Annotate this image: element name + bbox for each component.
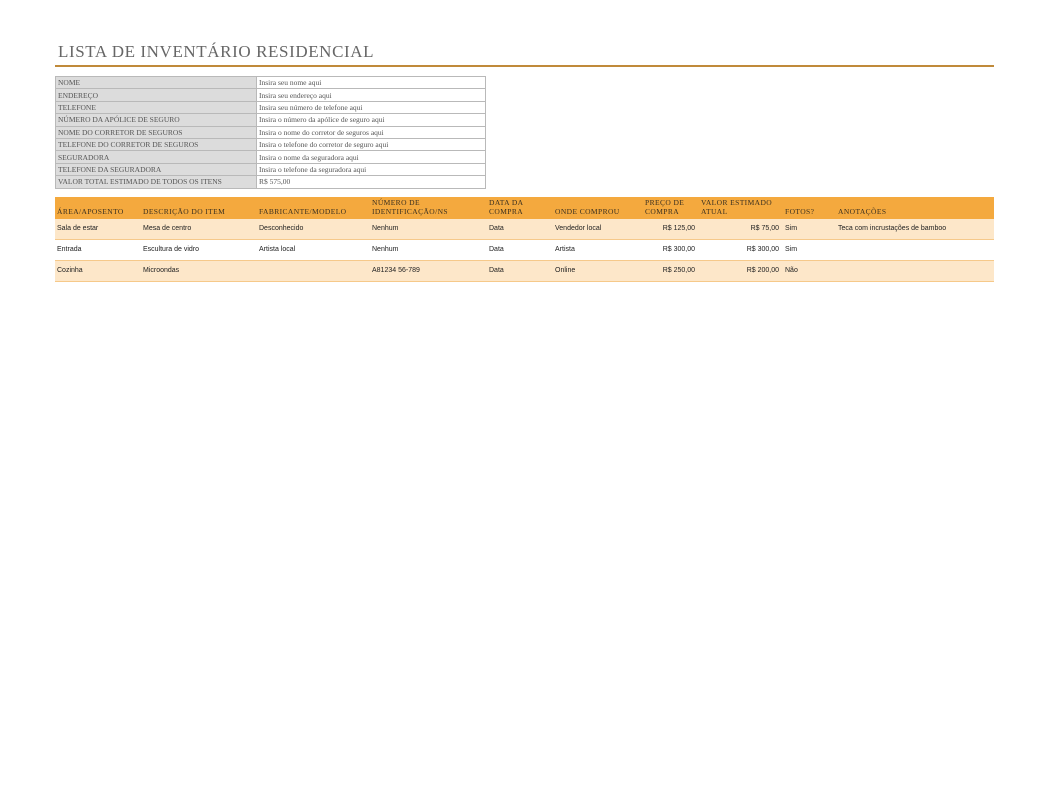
info-row	[56, 151, 486, 163]
column-header: ONDE COMPROU	[553, 197, 643, 219]
table-row	[55, 260, 994, 281]
table-cell[interactable]: Sim	[783, 219, 836, 240]
info-label: VALOR TOTAL ESTIMADO DE TODOS OS ITENS	[56, 176, 257, 188]
inventory-table	[55, 197, 994, 282]
info-label: SEGURADORA	[56, 151, 257, 163]
column-header: FABRICANTE/MODELO	[257, 197, 370, 219]
column-header: ANOTAÇÕES	[836, 197, 994, 219]
table-cell[interactable]	[836, 260, 994, 281]
info-row	[56, 77, 486, 89]
info-value-cell[interactable]: Insira seu número de telefone aqui	[257, 101, 486, 113]
info-row	[56, 138, 486, 150]
table-header-row	[55, 197, 994, 219]
info-row	[56, 126, 486, 138]
info-row	[56, 114, 486, 126]
title-divider	[55, 65, 994, 67]
info-value-cell[interactable]: R$ 575,00	[257, 176, 486, 188]
column-header: FOTOS?	[783, 197, 836, 219]
table-cell[interactable]: Entrada	[55, 239, 141, 260]
table-row	[55, 219, 994, 240]
owner-info-table	[55, 76, 486, 189]
table-cell[interactable]: Data	[487, 239, 553, 260]
table-cell[interactable]: R$ 300,00	[643, 239, 699, 260]
info-row	[56, 176, 486, 188]
info-label: NOME DO CORRETOR DE SEGUROS	[56, 126, 257, 138]
table-cell[interactable]: Sim	[783, 239, 836, 260]
info-label: NÚMERO DA APÓLICE DE SEGURO	[56, 114, 257, 126]
info-value-cell[interactable]: Insira o telefone da seguradora aqui	[257, 163, 486, 175]
table-cell[interactable]: Nenhum	[370, 239, 487, 260]
column-header: PREÇO DE COMPRA	[643, 197, 699, 219]
column-header: VALOR ESTIMADO ATUAL	[699, 197, 783, 219]
table-cell[interactable]	[257, 260, 370, 281]
table-cell[interactable]: Data	[487, 219, 553, 240]
info-value-cell[interactable]: Insira o nome do corretor de seguros aqui	[257, 126, 486, 138]
table-cell[interactable]: Não	[783, 260, 836, 281]
table-cell[interactable]: Vendedor local	[553, 219, 643, 240]
table-cell[interactable]: Data	[487, 260, 553, 281]
info-label: TELEFONE	[56, 101, 257, 113]
table-cell[interactable]: Sala de estar	[55, 219, 141, 240]
table-cell[interactable]: Nenhum	[370, 219, 487, 240]
inventory-page	[55, 40, 994, 282]
table-cell[interactable]: R$ 250,00	[643, 260, 699, 281]
table-cell[interactable]: Online	[553, 260, 643, 281]
table-cell[interactable]	[836, 239, 994, 260]
column-header: NÚMERO DE IDENTIFICAÇÃO/NS	[370, 197, 487, 219]
info-value-cell[interactable]: Insira seu endereço aqui	[257, 89, 486, 101]
info-value-cell[interactable]: Insira seu nome aqui	[257, 77, 486, 89]
table-cell[interactable]: Microondas	[141, 260, 257, 281]
table-cell[interactable]: Escultura de vidro	[141, 239, 257, 260]
column-header: DESCRIÇÃO DO ITEM	[141, 197, 257, 219]
table-cell[interactable]: Mesa de centro	[141, 219, 257, 240]
info-label: NOME	[56, 77, 257, 89]
info-value-cell[interactable]: Insira o número da apólice de seguro aqui	[257, 114, 486, 126]
table-cell[interactable]: Artista local	[257, 239, 370, 260]
table-cell[interactable]: R$ 75,00	[699, 219, 783, 240]
info-row	[56, 89, 486, 101]
info-value-cell[interactable]: Insira o telefone do corretor de seguro aqui	[257, 138, 486, 150]
info-label: ENDEREÇO	[56, 89, 257, 101]
column-header: DATA DA COMPRA	[487, 197, 553, 219]
info-label: TELEFONE DA SEGURADORA	[56, 163, 257, 175]
info-row	[56, 163, 486, 175]
table-cell[interactable]: Cozinha	[55, 260, 141, 281]
table-cell[interactable]: R$ 300,00	[699, 239, 783, 260]
table-cell[interactable]: A81234 56-789	[370, 260, 487, 281]
table-cell[interactable]: Artista	[553, 239, 643, 260]
info-row	[56, 101, 486, 113]
info-value-cell[interactable]: Insira o nome da seguradora aqui	[257, 151, 486, 163]
table-cell[interactable]: Desconhecido	[257, 219, 370, 240]
table-cell[interactable]: Teca com incrustações de bamboo	[836, 219, 994, 240]
column-header: ÁREA/APOSENTO	[55, 197, 141, 219]
table-cell[interactable]: R$ 125,00	[643, 219, 699, 240]
table-row	[55, 239, 994, 260]
page-title: LISTA DE INVENTÁRIO RESIDENCIAL	[58, 42, 375, 61]
info-label: TELEFONE DO CORRETOR DE SEGUROS	[56, 138, 257, 150]
table-cell[interactable]: R$ 200,00	[699, 260, 783, 281]
